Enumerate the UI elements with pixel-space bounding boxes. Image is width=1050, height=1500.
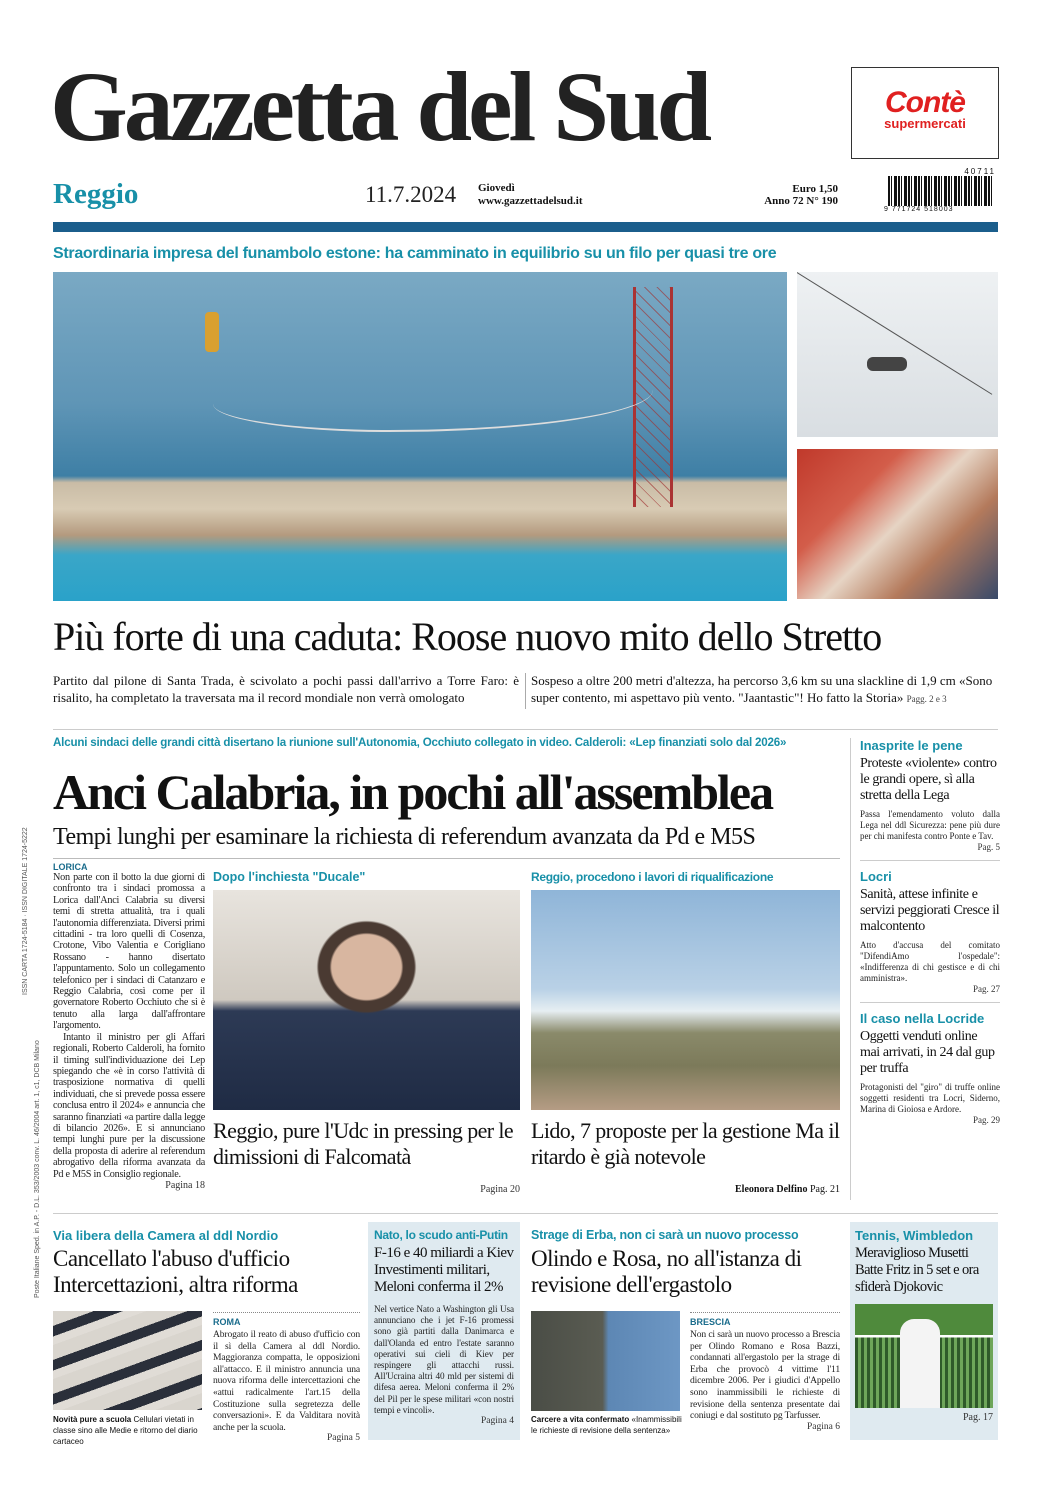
- lido-page[interactable]: Pag. 21: [810, 1184, 840, 1195]
- anci-headline[interactable]: Anci Calabria, in pochi all'assemblea: [53, 764, 773, 820]
- anci-divider: [53, 858, 840, 859]
- issn-text: ISSN CARTA 1724-5184 · ISSN DIGITALE 1724-5222: [22, 827, 29, 995]
- photo-olindo-rosa[interactable]: [531, 1311, 680, 1411]
- nordio-headline[interactable]: Cancellato l'abuso d'ufficio Intercettazioni, altra riforma: [53, 1246, 298, 1297]
- nordio-dateline: ROMA: [213, 1312, 360, 1327]
- barcode-bottom: 9 771724 518003: [884, 206, 954, 213]
- ad-brand: Contè: [885, 86, 965, 119]
- nato-headline: F-16 e 40 miliardi a Kiev Investimenti militari, Meloni conferma il 2%: [374, 1245, 514, 1295]
- lead-page[interactable]: Pagg. 2 e 3: [906, 694, 947, 704]
- photo-falcomata[interactable]: [213, 890, 520, 1110]
- sidebar-item[interactable]: [860, 1002, 1000, 1133]
- photo-lido[interactable]: [531, 890, 840, 1110]
- lido-kicker[interactable]: Reggio, procedono i lavori di riqualificazione: [531, 870, 774, 884]
- tennis-headline: Meraviglioso Musetti Batte Fritz in 5 set e ora sfiderà Djokovic: [855, 1245, 979, 1295]
- falcomata-headline[interactable]: Reggio, pure l'Udc in pressing per le dimissioni di Falcomatà: [213, 1118, 514, 1169]
- sidebar-body: Passa l'emendamento voluto dalla Lega nel ddl Sicurezza: pene più dure per chi manifesta contro Ponte e Tav.: [860, 809, 1000, 841]
- anci-dateline: LORICA: [53, 862, 88, 872]
- anci-page[interactable]: Pagina 18: [165, 1179, 205, 1191]
- column-divider: [525, 673, 526, 709]
- erba-dateline: BRESCIA: [690, 1312, 840, 1327]
- sidebar-headline: Proteste «violente» contro le grandi opere, sì alla stretta della Lega: [860, 756, 997, 803]
- barcode: [884, 167, 998, 214]
- lead-sub-right-text: Sospeso a oltre 200 metri d'altezza, ha percorso 3,6 km su una slackline di 1,9 cm «Sono super contento, mi aspettavo più vento. "Jaantastic"! Ho fatto la Storia»: [531, 673, 993, 705]
- erba-caption-text: «Inammissibili le richieste di revisione della sentenza»: [531, 1415, 682, 1435]
- tennis-box[interactable]: [850, 1222, 998, 1440]
- barcode-top: 40711: [964, 167, 996, 176]
- barcode-bars: [888, 176, 994, 206]
- falcomata-kicker[interactable]: Dopo l'inchiesta "Ducale": [213, 870, 366, 884]
- erba-caption: [531, 1414, 683, 1436]
- lido-headline[interactable]: Lido, 7 proposte per la gestione Ma il ritardo è già notevole: [531, 1118, 840, 1169]
- lead-kicker[interactable]: Straordinaria impresa del funambolo estone: ha camminato in equilibrio su un filo per quasi tre ore: [53, 245, 777, 262]
- sidebar-kicker: Locri: [860, 869, 892, 884]
- nato-body: Nel vertice Nato a Washington gli Usa annunciano che i jet F-16 promessi sono già partiti dalla Danimarca e dall'Olanda ed entro l'estate saranno operativi sui cieli di Kiev per respingere gli attacchi russi. All'Ucraina altri 40 mld per sistemi di difesa aerea. Meloni conferma il 2% del Pil per le spese militari «con nostri tempi e vincoli».: [374, 1304, 514, 1415]
- erba-caption-bold: Carcere a vita confermato: [531, 1415, 630, 1424]
- lead-sub-left: Partito dal pilone di Santa Trada, è scivolato a pochi passi dall'arrivo a Torre Faro: è risalito, ha completato la traversata ma il record mondiale non verrà omologato: [53, 673, 519, 705]
- masthead-title[interactable]: Gazzetta del Sud: [50, 51, 709, 162]
- sidebar-page: Pag. 27: [973, 984, 1000, 994]
- nordio-article: [213, 1312, 360, 1443]
- nordio-caption-text: Cellulari vietati in classe sino alle Medie e ritorno del diario cartaceo: [53, 1415, 198, 1446]
- anci-subhead: Tempi lunghi per esaminare la richiesta di referendum avanzata da Pd e M5S: [53, 824, 756, 850]
- anci-p1: Non parte con il botto la due giorni di confronto tra i sindaci promossa a Lorica dall'Anci Calabria su diversi temi di stretta attualità, tra i quali l'autonomia differenziata. Diversi primi cittadini - tra loro quelli di Cosenza, Crotone, Vibo Valentia e Corigliano Rossano - hanno disertato l'appuntamento. Solo un collegamento telefonico per i sindaci di Catanzaro e Reggio Calabria, così come per il governatore Roberto Occhiuto che si è tenuto alla larga dall'affrontare l'argomento.: [53, 872, 205, 1032]
- nordio-page[interactable]: Pagina 5: [327, 1433, 360, 1444]
- sidebar-headline: Sanità, attese infinite e servizi peggiorati Cresce il malcontento: [860, 887, 1000, 934]
- slackline: [213, 362, 653, 432]
- issue-date: 11.7.2024: [365, 182, 457, 207]
- walker: [205, 312, 219, 352]
- tennis-page: Pag. 17: [963, 1412, 993, 1423]
- nordio-caption-bold: Novità pure a scuola: [53, 1415, 132, 1424]
- photo-phones[interactable]: [53, 1311, 202, 1410]
- bottom-divider: [53, 1213, 998, 1214]
- lido-byline: [531, 1184, 840, 1195]
- photo-roose-portrait[interactable]: [797, 449, 998, 599]
- nato-page: Pagina 4: [481, 1416, 514, 1427]
- walker-hanging: [867, 357, 907, 371]
- erba-headline[interactable]: Olindo e Rosa, no all'istanza di revisione dell'ergastolo: [531, 1246, 802, 1297]
- sidebar-body: Atto d'accusa del comitato "DifendiAmo l'ospedale": «Indifferenza di chi gestisce e di chi amministra».: [860, 940, 1000, 983]
- nordio-kicker[interactable]: Via libera della Camera al ddl Nordio: [53, 1228, 279, 1243]
- sidebar-page: Pag. 5: [977, 842, 1000, 852]
- nato-kicker: Nato, lo scudo anti-Putin: [374, 1228, 508, 1242]
- sidebar-kicker: Il caso nella Locride: [860, 1011, 985, 1026]
- anci-kicker[interactable]: Alcuni sindaci delle grandi città disertano la riunione sull'Autonomia, Occhiuto collegato in video. Calderoli: «Lep finanziati solo dal 2026»: [53, 736, 787, 749]
- anci-p2: Intanto il ministro per gli Affari regionali, Roberto Calderoli, ha fornito il timing sull'individuazione dei Lep spiegando che «è in corso l'attività di trasposizione normativa di quelli individuati, che si prevede possa essere conclusa entro il 2024» e annuncia che saranno finanziati «a partire dalla legge di bilancio 2026». E si annunciano tempi lunghi pure per la discussione della proposta di aderire al referendum abrogativo della riforma avanzata da Pd e M5S in Consiglio regionale.: [53, 1031, 205, 1180]
- edition-label: Reggio: [53, 178, 139, 210]
- photo-musetti: [855, 1304, 993, 1408]
- ad-sub: supermercati: [884, 116, 966, 131]
- nordio-body: Abrogato il reato di abuso d'ufficio con il sì della Camera al ddl Nordio. Maggioranza compatta, le opposizioni all'attacco. E il ministro annuncia una nuova riforma delle intercettazioni che «attui radicalmente l'art.15 della Costituzione sulla segretezza delle conversazioni». E da Valditara novità anche per la scuola.: [213, 1329, 360, 1433]
- nato-box[interactable]: [368, 1222, 520, 1440]
- sidebar-item[interactable]: [860, 860, 1000, 1002]
- falcomata-page[interactable]: Pagina 20: [480, 1184, 520, 1195]
- erba-page[interactable]: Pagina 6: [807, 1421, 840, 1432]
- erba-body: Non ci sarà un nuovo processo a Brescia per Olindo Romano e Rosa Bazzi, condannati all'ergastolo per la strage di Erba che provocò 4 vittime l'11 dicembre 2006. Per i giudici d'Appello sono inammissibili le richieste di revisione della sentenza presentate dai coniugi e dal sostituto pg Tarfusser.: [690, 1329, 841, 1422]
- sidebar-page: Pag. 29: [973, 1115, 1000, 1125]
- lido-author: Eleonora Delfino: [735, 1184, 808, 1195]
- sidebar-headline: Oggetti venduti online mai arrivati, in 24 dal gup per truffa: [860, 1029, 995, 1076]
- weekday: Giovedì: [478, 182, 515, 194]
- price: Euro 1,50: [792, 183, 838, 195]
- anci-article: [53, 862, 205, 1191]
- sidebar-item[interactable]: [860, 738, 1000, 860]
- masthead-bar: [53, 222, 998, 232]
- issue-number: Anno 72 N° 190: [764, 195, 838, 207]
- line: [797, 272, 992, 395]
- section-divider: [53, 729, 998, 730]
- lead-headline[interactable]: Più forte di una caduta: Roose nuovo mito dello Stretto: [53, 614, 882, 659]
- player: [900, 1319, 940, 1408]
- sidebar-body: Protagonisti del "giro" di truffe online soggetti residenti tra Locri, Siderno, Marina di Gioiosa e Ardore.: [860, 1082, 1000, 1114]
- nordio-caption: [53, 1414, 205, 1447]
- lead-sub-right: [531, 672, 998, 708]
- sidebar-kicker: Inasprite le pene: [860, 738, 963, 753]
- ad-conte[interactable]: [851, 67, 999, 159]
- tennis-kicker: Tennis, Wimbledon: [855, 1228, 974, 1243]
- lead-photo-strait[interactable]: [53, 272, 787, 601]
- postal-text: Poste Italiane Sped. in A.P. - D.L. 353/2003 conv. L. 46/2004 art. 1, c1, DCB Milano: [34, 1040, 41, 1298]
- sidebar-rule: [850, 738, 851, 1200]
- sidebar: [860, 738, 1000, 1133]
- photo-slackline-fall[interactable]: [797, 272, 998, 437]
- erba-kicker[interactable]: Strage di Erba, non ci sarà un nuovo processo: [531, 1228, 799, 1242]
- website-link[interactable]: www.gazzettadelsud.it: [478, 195, 583, 207]
- erba-article: [690, 1312, 840, 1432]
